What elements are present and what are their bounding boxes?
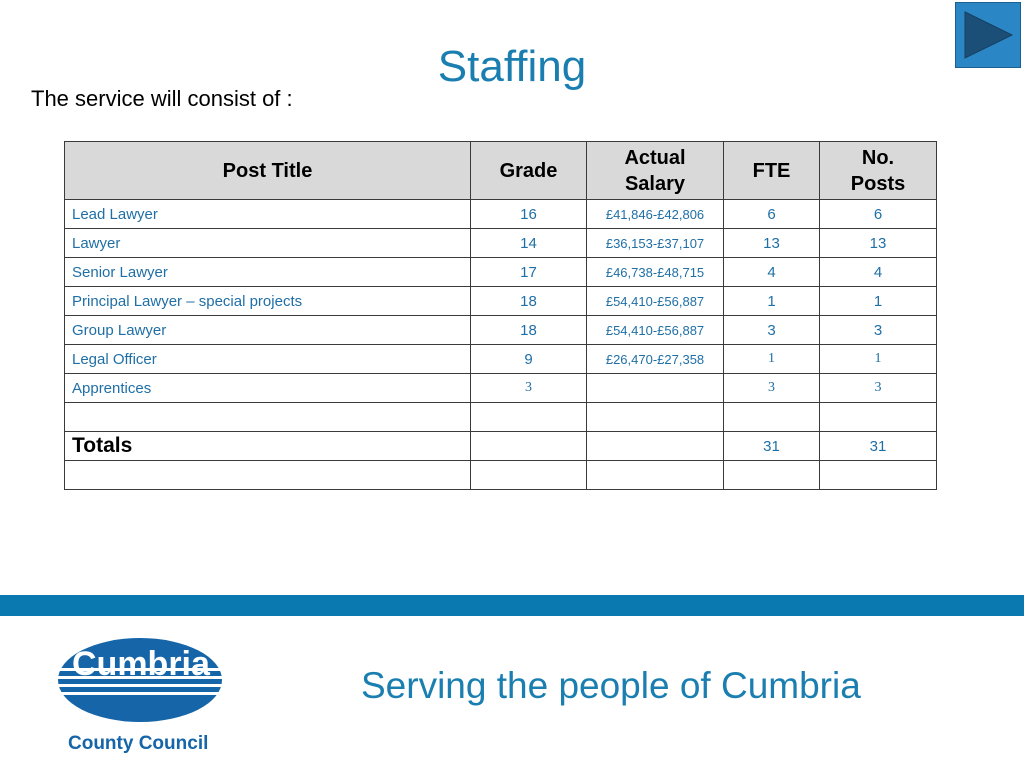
cell-salary: £26,470-£27,358 — [587, 345, 724, 374]
totals-label: Totals — [65, 432, 471, 461]
cell-posts: 1 — [820, 287, 937, 316]
cell-grade: 16 — [471, 200, 587, 229]
totals-posts: 31 — [820, 432, 937, 461]
logo-wordmark: Cumbria — [72, 645, 210, 683]
cell-post-title: Legal Officer — [65, 345, 471, 374]
cell-salary: £46,738-£48,715 — [587, 258, 724, 287]
cell-fte: 1 — [724, 345, 820, 374]
cell-grade: 9 — [471, 345, 587, 374]
header-actual-salary: Actual Salary — [587, 142, 724, 200]
cell-post-title: Apprentices — [65, 374, 471, 403]
cell-post-title: Principal Lawyer – special projects — [65, 287, 471, 316]
cell-salary — [587, 461, 724, 490]
cell-grade: 18 — [471, 287, 587, 316]
logo-council-name: County Council — [68, 733, 209, 754]
cell-post-title — [65, 403, 471, 432]
cell-grade — [471, 461, 587, 490]
cell-fte: 6 — [724, 200, 820, 229]
table-row — [65, 374, 937, 403]
header-grade: Grade — [471, 142, 587, 200]
cell-posts: 1 — [820, 345, 937, 374]
slide-title: Staffing — [437, 42, 587, 91]
table-row-empty — [65, 403, 937, 432]
table-row — [65, 287, 937, 316]
cell-fte — [724, 403, 820, 432]
cell-salary: £41,846-£42,806 — [587, 200, 724, 229]
cell-grade: 17 — [471, 258, 587, 287]
cell-salary: £54,410-£56,887 — [587, 316, 724, 345]
play-triangle-icon — [956, 3, 1020, 67]
cell-fte: 4 — [724, 258, 820, 287]
cell-fte: 13 — [724, 229, 820, 258]
staffing-table — [64, 141, 937, 490]
cell-fte: 3 — [724, 374, 820, 403]
footer-band — [0, 595, 1024, 616]
footer-slogan: Serving the people of Cumbria — [361, 665, 861, 706]
table-row-totals — [65, 432, 937, 461]
table-row — [65, 345, 937, 374]
table-header-row — [65, 142, 937, 200]
table-row — [65, 316, 937, 345]
cell-post-title: Lead Lawyer — [65, 200, 471, 229]
cell-fte — [724, 461, 820, 490]
cell-grade — [471, 403, 587, 432]
cell-posts: 6 — [820, 200, 937, 229]
cell-grade: 18 — [471, 316, 587, 345]
cell-post-title: Lawyer — [65, 229, 471, 258]
cumbria-county-council-logo — [50, 630, 236, 754]
totals-salary — [587, 432, 724, 461]
cell-grade: 3 — [471, 374, 587, 403]
cell-posts — [820, 403, 937, 432]
header-no-posts: No. Posts — [820, 142, 937, 200]
cell-posts: 4 — [820, 258, 937, 287]
cell-posts: 3 — [820, 316, 937, 345]
cell-salary — [587, 403, 724, 432]
cell-grade: 14 — [471, 229, 587, 258]
cell-salary: £54,410-£56,887 — [587, 287, 724, 316]
cell-post-title — [65, 461, 471, 490]
cell-salary — [587, 374, 724, 403]
cell-fte: 1 — [724, 287, 820, 316]
cell-posts: 3 — [820, 374, 937, 403]
cell-post-title: Senior Lawyer — [65, 258, 471, 287]
table-row-empty — [65, 461, 937, 490]
slide-subtitle: The service will consist of : — [31, 86, 293, 111]
table-row — [65, 258, 937, 287]
cell-posts: 13 — [820, 229, 937, 258]
cell-posts — [820, 461, 937, 490]
cell-fte: 3 — [724, 316, 820, 345]
header-fte: FTE — [724, 142, 820, 200]
cumbria-logo-mark — [50, 630, 236, 730]
header-post-title: Post Title — [65, 142, 471, 200]
cell-post-title: Group Lawyer — [65, 316, 471, 345]
totals-grade — [471, 432, 587, 461]
next-slide-button[interactable] — [955, 2, 1021, 68]
table-row — [65, 229, 937, 258]
cell-salary: £36,153-£37,107 — [587, 229, 724, 258]
table-row — [65, 200, 937, 229]
totals-fte: 31 — [724, 432, 820, 461]
